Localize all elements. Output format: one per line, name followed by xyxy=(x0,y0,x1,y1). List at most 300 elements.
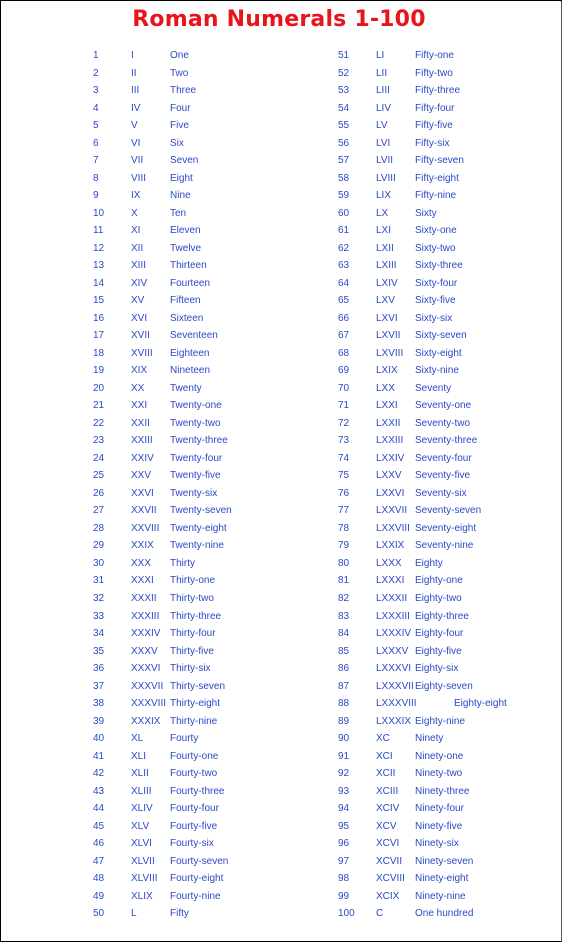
number-word: Sixty-four xyxy=(415,277,458,289)
number-word: Fourty-six xyxy=(170,838,214,850)
roman-numeral: VI xyxy=(131,137,141,149)
number-word: Thirty-three xyxy=(170,610,222,622)
number-word: Thirty-six xyxy=(170,663,211,675)
arabic-number: 67 xyxy=(338,330,350,342)
arabic-number: 49 xyxy=(93,890,105,902)
number-word: Fifty xyxy=(170,908,189,920)
arabic-number: 56 xyxy=(338,137,350,149)
roman-numeral: XVIII xyxy=(131,347,153,359)
number-word: Three xyxy=(170,85,197,97)
roman-numeral: XXX xyxy=(131,557,152,569)
number-word: Sixty-five xyxy=(415,295,456,307)
arabic-number: 73 xyxy=(338,435,350,447)
number-word: Sixty-six xyxy=(415,312,453,324)
number-word: Ninety-one xyxy=(415,750,464,762)
arabic-number: 70 xyxy=(338,382,350,394)
number-word: Ninety-two xyxy=(415,768,463,780)
roman-numeral: LXXXIII xyxy=(376,610,410,622)
number-word: Ninety xyxy=(415,733,444,745)
number-word: Eighty-three xyxy=(415,610,469,622)
roman-numeral: XCVIII xyxy=(376,873,405,885)
arabic-number: 53 xyxy=(338,85,350,97)
number-word: Twenty-four xyxy=(170,452,223,464)
number-word: Fourty-five xyxy=(170,820,218,832)
arabic-number: 86 xyxy=(338,663,350,675)
arabic-number: 10 xyxy=(93,207,105,219)
roman-numeral: LII xyxy=(376,67,388,79)
number-word: Eighty xyxy=(415,557,443,569)
number-word: Seventy xyxy=(415,382,452,394)
number-word: Eighty-two xyxy=(415,592,462,604)
roman-numeral: XI xyxy=(131,225,141,237)
number-word: Twenty-six xyxy=(170,487,218,499)
number-word: Fifty-four xyxy=(415,102,455,114)
arabic-number: 31 xyxy=(93,575,105,587)
arabic-number: 65 xyxy=(338,295,350,307)
roman-numeral: XVI xyxy=(131,312,148,324)
roman-numeral: LXII xyxy=(376,242,394,254)
roman-numeral: XL xyxy=(131,733,144,745)
number-word: Twenty-eight xyxy=(170,522,227,534)
roman-numeral: XLI xyxy=(131,750,147,762)
number-word: Fourty-seven xyxy=(170,855,229,867)
arabic-number: 58 xyxy=(338,172,350,184)
roman-numeral: LXVIII xyxy=(376,347,404,359)
number-word: Fifty-nine xyxy=(415,190,457,202)
arabic-number: 75 xyxy=(338,470,350,482)
number-word: Nineteen xyxy=(170,365,211,377)
arabic-number: 100 xyxy=(338,908,355,920)
number-word: Two xyxy=(170,67,189,79)
roman-numeral: LXXVII xyxy=(376,505,408,517)
roman-numeral: XCIX xyxy=(376,890,400,902)
arabic-number: 21 xyxy=(93,400,105,412)
arabic-number: 28 xyxy=(93,522,105,534)
roman-numeral: LXXVI xyxy=(376,487,405,499)
arabic-number: 72 xyxy=(338,417,350,429)
number-word: Thirty xyxy=(170,557,195,569)
arabic-number: 30 xyxy=(93,557,105,569)
roman-numeral: I xyxy=(131,50,134,61)
arabic-number: 95 xyxy=(338,820,350,832)
number-word: Ninety-nine xyxy=(415,890,466,902)
number-word: Sixty-nine xyxy=(415,365,459,377)
number-word: Ten xyxy=(170,207,187,219)
roman-numeral: LXI xyxy=(376,225,392,237)
roman-numeral: LIX xyxy=(376,190,392,202)
number-word: Sixty-seven xyxy=(415,330,467,342)
number-word: Twenty-seven xyxy=(170,505,232,517)
roman-numeral: LXXXI xyxy=(376,575,405,587)
arabic-number: 79 xyxy=(338,540,350,552)
roman-numeral: LXXXVI xyxy=(376,663,412,675)
number-word: Fourty-three xyxy=(170,785,225,797)
number-word: Fifteen xyxy=(170,295,201,307)
roman-numeral: XXXVIII xyxy=(131,698,167,710)
arabic-number: 96 xyxy=(338,838,350,850)
arabic-number: 47 xyxy=(93,855,105,867)
roman-numeral: V xyxy=(131,120,138,132)
arabic-number: 52 xyxy=(338,67,350,79)
number-word: Fifty-eight xyxy=(415,172,459,184)
roman-numeral: LXVII xyxy=(376,330,401,342)
roman-numeral: XXXVI xyxy=(131,663,161,675)
roman-numeral: XXXIX xyxy=(131,715,161,727)
roman-numeral: LXXIV xyxy=(376,452,405,464)
number-word: Fourty-one xyxy=(170,750,219,762)
arabic-number: 14 xyxy=(93,277,105,289)
arabic-number: 51 xyxy=(338,50,350,61)
arabic-number: 50 xyxy=(93,908,105,920)
roman-numeral: LXXXVIII xyxy=(376,698,417,710)
arabic-number: 45 xyxy=(93,820,105,832)
arabic-number: 22 xyxy=(93,417,105,429)
arabic-number: 57 xyxy=(338,155,350,167)
arabic-number: 90 xyxy=(338,733,350,745)
arabic-number: 16 xyxy=(93,312,105,324)
number-word: Fourteen xyxy=(170,277,211,289)
roman-numeral: XXIII xyxy=(131,435,153,447)
arabic-number: 27 xyxy=(93,505,105,517)
roman-numeral: XLIV xyxy=(131,803,153,815)
arabic-number: 81 xyxy=(338,575,350,587)
page-title: Roman Numerals 1-100 xyxy=(132,7,426,32)
number-word: Fifty-five xyxy=(415,120,453,132)
roman-numeral: XCVI xyxy=(376,838,400,850)
number-word: Twenty-two xyxy=(170,417,221,429)
arabic-number: 48 xyxy=(93,873,105,885)
roman-numeral: VIII xyxy=(131,172,147,184)
roman-numeral: LXXII xyxy=(376,417,401,429)
arabic-number: 60 xyxy=(338,207,350,219)
arabic-number: 78 xyxy=(338,522,350,534)
number-word: Eighty-six xyxy=(415,663,459,675)
number-word: Eighty-four xyxy=(415,628,464,640)
arabic-number: 59 xyxy=(338,190,350,202)
number-word: Six xyxy=(170,137,184,149)
roman-numeral: XXII xyxy=(131,417,150,429)
number-word: Ninety-eight xyxy=(415,873,469,885)
number-word: Twenty-nine xyxy=(170,540,224,552)
roman-numeral: XCII xyxy=(376,768,396,780)
number-word: Seventy-five xyxy=(415,470,471,482)
number-word: Ninety-six xyxy=(415,838,459,850)
arabic-number: 71 xyxy=(338,400,350,412)
arabic-number: 41 xyxy=(93,750,105,762)
arabic-number: 44 xyxy=(93,803,105,815)
number-word: Eight xyxy=(170,172,193,184)
roman-numeral: LXVI xyxy=(376,312,398,324)
roman-numeral: XLVIII xyxy=(131,873,158,885)
roman-numeral: XCV xyxy=(376,820,397,832)
number-word: Thirty-four xyxy=(170,628,216,640)
roman-numeral: XXXII xyxy=(131,592,157,604)
roman-numeral: LXXXIV xyxy=(376,628,412,640)
roman-numeral: LVI xyxy=(376,137,391,149)
number-word: Thirty-two xyxy=(170,592,214,604)
number-word: Eighty-nine xyxy=(415,715,466,727)
roman-numeral: XXXIV xyxy=(131,628,161,640)
roman-numeral: LXXXII xyxy=(376,592,408,604)
number-word: Seventy-six xyxy=(415,487,467,499)
arabic-number: 93 xyxy=(338,785,350,797)
arabic-number: 36 xyxy=(93,663,105,675)
roman-numeral: LXXXV xyxy=(376,645,409,657)
number-word: Twenty-one xyxy=(170,400,222,412)
number-word: Fifty-two xyxy=(415,67,453,79)
arabic-number: 77 xyxy=(338,505,350,517)
arabic-number: 89 xyxy=(338,715,350,727)
roman-numeral: LXIV xyxy=(376,277,398,289)
roman-numeral: LXXI xyxy=(376,400,398,412)
number-word: Fifty-six xyxy=(415,137,450,149)
arabic-number: 37 xyxy=(93,680,105,692)
arabic-number: 43 xyxy=(93,785,105,797)
arabic-number: 40 xyxy=(93,733,105,745)
number-word: Nine xyxy=(170,190,191,202)
arabic-number: 4 xyxy=(93,102,99,114)
number-word: Fourty-two xyxy=(170,768,218,780)
roman-numeral: XXI xyxy=(131,400,148,412)
roman-numeral: XXV xyxy=(131,470,152,482)
roman-numeral: L xyxy=(131,908,137,920)
arabic-number: 32 xyxy=(93,592,105,604)
arabic-number: 5 xyxy=(93,120,99,132)
roman-numeral: XXIX xyxy=(131,540,154,552)
number-word: Sixteen xyxy=(170,312,204,324)
roman-numeral: LXXV xyxy=(376,470,402,482)
number-word: Fourty-nine xyxy=(170,890,221,902)
roman-numeral: XC xyxy=(376,733,390,745)
arabic-number: 20 xyxy=(93,382,105,394)
roman-numeral: C xyxy=(376,908,384,920)
number-word: Ninety-three xyxy=(415,785,470,797)
arabic-number: 74 xyxy=(338,452,350,464)
number-word: Ninety-four xyxy=(415,803,464,815)
arabic-number: 98 xyxy=(338,873,350,885)
arabic-number: 82 xyxy=(338,592,350,604)
roman-numeral: XXXV xyxy=(131,645,158,657)
arabic-number: 18 xyxy=(93,347,105,359)
arabic-number: 39 xyxy=(93,715,105,727)
arabic-number: 15 xyxy=(93,295,105,307)
roman-numeral: LXXVIII xyxy=(376,522,410,534)
roman-numeral: LXXXIX xyxy=(376,715,412,727)
arabic-number: 25 xyxy=(93,470,105,482)
arabic-number: 33 xyxy=(93,610,105,622)
number-word: Thirty-nine xyxy=(170,715,218,727)
number-word: Five xyxy=(170,120,189,132)
number-word: Four xyxy=(170,102,191,114)
roman-numeral: LIV xyxy=(376,102,392,114)
number-word: Fourty-eight xyxy=(170,873,224,885)
roman-numeral: III xyxy=(131,85,140,97)
arabic-number: 99 xyxy=(338,890,350,902)
arabic-number: 17 xyxy=(93,330,105,342)
roman-numeral: LXXXVII xyxy=(376,680,414,692)
arabic-number: 3 xyxy=(93,85,99,97)
arabic-number: 46 xyxy=(93,838,105,850)
number-word: Seventy-eight xyxy=(415,522,477,534)
arabic-number: 29 xyxy=(93,540,105,552)
roman-numeral: LX xyxy=(376,207,389,219)
number-word: Fifty-one xyxy=(415,50,454,61)
roman-numeral: XXIV xyxy=(131,452,154,464)
arabic-number: 69 xyxy=(338,365,350,377)
number-word: One hundred xyxy=(415,908,474,920)
arabic-number: 63 xyxy=(338,260,350,272)
arabic-number: 1 xyxy=(93,50,99,61)
arabic-number: 34 xyxy=(93,628,105,640)
arabic-number: 26 xyxy=(93,487,105,499)
roman-numeral: IV xyxy=(131,102,141,114)
arabic-number: 8 xyxy=(93,172,99,184)
arabic-number: 7 xyxy=(93,155,99,167)
roman-numeral: XIV xyxy=(131,277,148,289)
number-word: Thirty-seven xyxy=(170,680,226,692)
roman-numeral: LXIX xyxy=(376,365,398,377)
arabic-number: 11 xyxy=(93,225,104,237)
roman-numeral: XV xyxy=(131,295,145,307)
roman-numeral: LIII xyxy=(376,85,390,97)
arabic-number: 92 xyxy=(338,768,350,780)
arabic-number: 9 xyxy=(93,190,99,202)
number-word: Twelve xyxy=(170,242,202,254)
number-word: Eighteen xyxy=(170,347,210,359)
roman-numeral: XCI xyxy=(376,750,393,762)
roman-numeral: XXXIII xyxy=(131,610,160,622)
roman-numeral: LV xyxy=(376,120,388,132)
roman-numeral: XLII xyxy=(131,768,149,780)
number-word: Seven xyxy=(170,155,199,167)
number-word: Sixty-one xyxy=(415,225,457,237)
roman-numeral: XIX xyxy=(131,365,148,377)
number-word: Seventy-nine xyxy=(415,540,474,552)
roman-numeral: XCIV xyxy=(376,803,400,815)
number-word: Seventeen xyxy=(170,330,218,342)
number-word: Sixty-two xyxy=(415,242,456,254)
number-word: Thirty-five xyxy=(170,645,214,657)
roman-numeral: X xyxy=(131,207,138,219)
number-word: Thirty-one xyxy=(170,575,216,587)
roman-numeral: XXXI xyxy=(131,575,154,587)
number-word: Sixty-eight xyxy=(415,347,462,359)
roman-numeral: XCIII xyxy=(376,785,399,797)
roman-numeral: IX xyxy=(131,190,141,202)
roman-numeral: XCVII xyxy=(376,855,403,867)
arabic-number: 91 xyxy=(338,750,350,762)
number-word: Sixty xyxy=(415,207,437,219)
number-word: Ninety-seven xyxy=(415,855,474,867)
arabic-number: 23 xyxy=(93,435,105,447)
number-word: Twenty xyxy=(170,382,202,394)
number-word: Seventy-one xyxy=(415,400,472,412)
number-word: Seventy-two xyxy=(415,417,471,429)
roman-numeral: XXXVII xyxy=(131,680,164,692)
arabic-number: 68 xyxy=(338,347,350,359)
roman-numeral: XXVIII xyxy=(131,522,160,534)
arabic-number: 97 xyxy=(338,855,350,867)
arabic-number: 76 xyxy=(338,487,350,499)
roman-numeral: LXXX xyxy=(376,557,402,569)
number-word: Fifty-seven xyxy=(415,155,464,167)
roman-numeral: XLVII xyxy=(131,855,155,867)
roman-numeral: LXXIII xyxy=(376,435,404,447)
roman-numeral: VII xyxy=(131,155,144,167)
roman-numeral: XX xyxy=(131,382,145,394)
number-word: Eighty-eight xyxy=(454,698,507,710)
arabic-number: 54 xyxy=(338,102,350,114)
arabic-number: 88 xyxy=(338,698,350,710)
number-word: Twenty-three xyxy=(170,435,228,447)
number-word: Sixty-three xyxy=(415,260,463,272)
arabic-number: 38 xyxy=(93,698,105,710)
arabic-number: 55 xyxy=(338,120,350,132)
roman-numeral: II xyxy=(131,67,137,79)
roman-numeral: XIII xyxy=(131,260,147,272)
number-word: Seventy-three xyxy=(415,435,478,447)
arabic-number: 2 xyxy=(93,67,99,79)
roman-numeral: XVII xyxy=(131,330,150,342)
roman-numeral: XLVI xyxy=(131,838,152,850)
arabic-number: 85 xyxy=(338,645,350,657)
number-word: Eleven xyxy=(170,225,201,237)
arabic-number: 66 xyxy=(338,312,350,324)
number-word: Eighty-seven xyxy=(415,680,473,692)
number-word: Fourty-four xyxy=(170,803,219,815)
number-word: One xyxy=(170,50,189,61)
number-word: Twenty-five xyxy=(170,470,221,482)
number-word: Fourty xyxy=(170,733,199,745)
arabic-number: 6 xyxy=(93,137,99,149)
number-word: Thirty-eight xyxy=(170,698,221,710)
arabic-number: 64 xyxy=(338,277,350,289)
arabic-number: 87 xyxy=(338,680,350,692)
roman-numeral: LI xyxy=(376,50,385,61)
roman-numeral: LXX xyxy=(376,382,395,394)
number-word: Eighty-one xyxy=(415,575,463,587)
roman-numeral: LXIII xyxy=(376,260,397,272)
arabic-number: 61 xyxy=(338,225,350,237)
arabic-number: 12 xyxy=(93,242,105,254)
number-word: Eighty-five xyxy=(415,645,462,657)
roman-numeral: XLIII xyxy=(131,785,152,797)
arabic-number: 80 xyxy=(338,557,350,569)
arabic-number: 13 xyxy=(93,260,105,272)
arabic-number: 94 xyxy=(338,803,350,815)
roman-numeral: LXV xyxy=(376,295,395,307)
arabic-number: 62 xyxy=(338,242,350,254)
number-word: Ninety-five xyxy=(415,820,463,832)
number-word: Seventy-seven xyxy=(415,505,482,517)
roman-numeral: XII xyxy=(131,242,144,254)
number-word: Fifty-three xyxy=(415,85,461,97)
arabic-number: 24 xyxy=(93,452,105,464)
roman-numeral: XLIX xyxy=(131,890,153,902)
arabic-number: 35 xyxy=(93,645,105,657)
arabic-number: 42 xyxy=(93,768,105,780)
roman-numeral: XLV xyxy=(131,820,150,832)
number-word: Thirteen xyxy=(170,260,207,272)
number-word: Seventy-four xyxy=(415,452,472,464)
arabic-number: 19 xyxy=(93,365,105,377)
roman-numeral: LVII xyxy=(376,155,394,167)
roman-numeral: LVIII xyxy=(376,172,396,184)
roman-numeral: XXVII xyxy=(131,505,157,517)
roman-numeral: XXVI xyxy=(131,487,154,499)
arabic-number: 83 xyxy=(338,610,350,622)
roman-numeral: LXXIX xyxy=(376,540,405,552)
